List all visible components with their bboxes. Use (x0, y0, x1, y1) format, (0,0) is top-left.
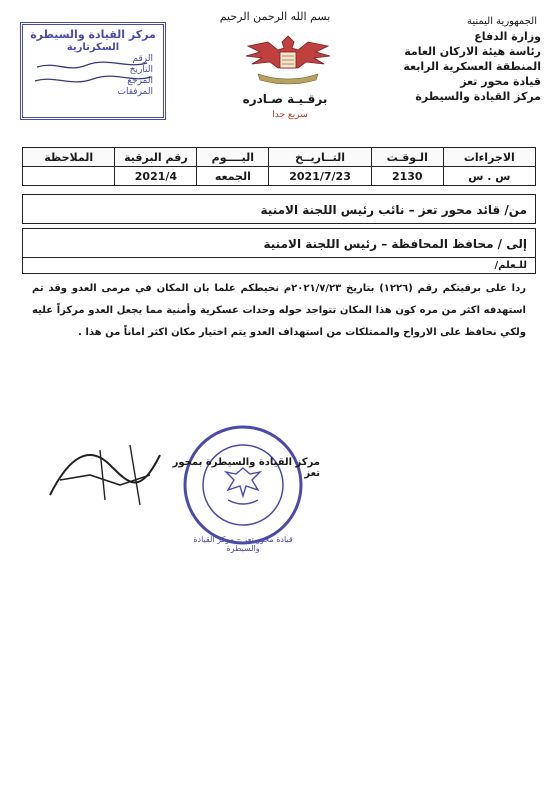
stamp-row-number: الرقم (132, 54, 153, 64)
from-field: من/ قائد محور تعز – نائب رئيس اللجنة الامنية (22, 194, 536, 224)
value-telegram-number: 2021/4 (115, 167, 197, 186)
table-header-row (23, 148, 536, 167)
table-row (23, 167, 536, 186)
header-telegram-number: رقم البرقية (115, 148, 197, 167)
value-time: 2130 (371, 167, 443, 186)
value-actions: س . س (443, 167, 535, 186)
value-date: 2021/7/23 (269, 167, 372, 186)
header-notes: الملاحظة (23, 148, 115, 167)
region-name: المنطقة العسكرية الرابعة (403, 60, 541, 73)
ministry-name: وزارة الدفاع (474, 30, 541, 43)
header-actions: الاجراءات (443, 148, 535, 167)
stamp-title: مركز القيادة والسيطرة (30, 28, 156, 41)
stamp-row-reference: المرجع (127, 76, 153, 86)
stamp-handwriting (27, 59, 157, 99)
stamp-subtitle: السكرتارية (66, 42, 120, 53)
presidency-name: رئاسة هيئة الاركان العامة (404, 45, 541, 58)
round-stamp-icon (178, 420, 308, 550)
value-day: الجمعه (197, 167, 269, 186)
to-field: إلى / محافظ المحافظة – رئيس اللجنة الامنية (22, 228, 536, 258)
round-stamp-text: قيادة محور تعز – مركز القيادة والسيطرة (193, 535, 293, 553)
telegram-body: ردا على برقيتكم رقم (١٢٢٦) بتاريخ ٢٠٢١/٧/٢٣م نحيطكم علما بان المكان في مرمى العدو وقد تم استهدفه اكثر من مره كون هذا المكان تتواجد حوله وحدات عسكرية وأمنية مما يجعل العدو مركزاً عليه ولكي نحافظ على الارواح والممتلكات من استهداف العدو يتم اختيار مكان اكثر اماناً من هذا . (32, 283, 526, 338)
cc-field: للـعلم/ (22, 258, 536, 274)
value-notes (23, 167, 115, 186)
signatory-label: مركز القيادة والسيطرة بمحور تعز (172, 457, 320, 479)
header-day: اليــــوم (197, 148, 269, 167)
eagle-emblem-icon (238, 28, 338, 90)
letterhead (391, 14, 541, 104)
stamp-row-date: التاريخ (129, 65, 153, 75)
center-name: مركز القيادة والسيطرة (415, 90, 541, 103)
handwritten-signature (30, 425, 180, 515)
urgent-mark: سريع جدا (272, 110, 308, 120)
telegram-header-table (22, 147, 536, 186)
country-name: الجمهورية اليمنية (466, 16, 537, 27)
secretariat-stamp (20, 22, 166, 120)
header-date: التــاريــخ (269, 148, 372, 167)
command-name: قيادة محور تعز (460, 75, 541, 88)
stamp-row-attachments: المرفقات (117, 87, 153, 97)
basmala: بسم الله الرحمن الرحيم (219, 10, 331, 23)
telegram-form (22, 147, 536, 274)
header-time: الـوقـت (371, 148, 443, 167)
document-type: برقـيـة صـادره (242, 92, 328, 106)
